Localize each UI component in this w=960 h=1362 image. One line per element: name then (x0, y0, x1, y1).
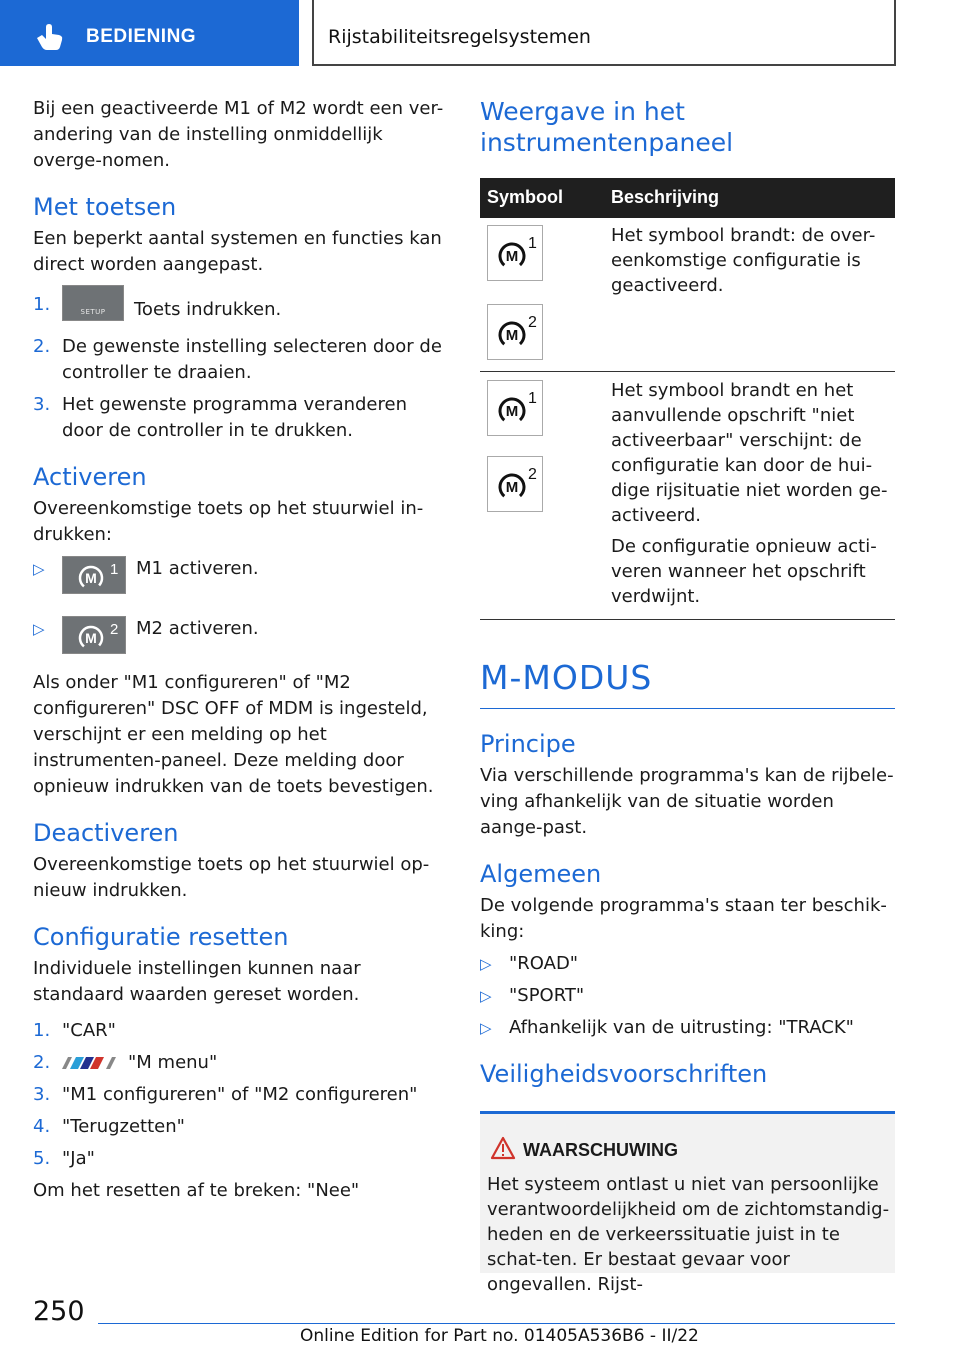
list-item: 3. "M1 configureren" of "M2 configureren" (33, 1084, 418, 1105)
warning-box (480, 1111, 895, 1295)
m2-button-icon (62, 616, 126, 654)
footer-divider (98, 1323, 895, 1324)
svg-text:2: 2 (528, 466, 537, 483)
section-title: BEDIENING (86, 26, 197, 47)
list-item: ▷ Afhankelijk van de uitrusting: "TRACK" (480, 1015, 895, 1041)
list-item: ▷ M 2 M2 activeren. (33, 616, 447, 670)
col-desc-header: Beschrijving (611, 187, 720, 207)
page-number: 250 (33, 1296, 85, 1327)
met-toetsen-text: Een beperkt aantal systemen en functies kan direct worden aangepast. (33, 228, 442, 275)
heading-weergave: Weergave in het instrumentenpaneel (480, 97, 734, 157)
bullet-triangle-icon: ▷ (33, 560, 45, 578)
left-column (33, 96, 447, 1204)
row2-description: Het symbool brandt en het aanvullende opschrift "niet activeerbaar" verschijnt: de configuratie kan door de hui-dige rijsituatie niet worden ge-activeerd. (611, 380, 888, 526)
heading-resetten: Configuratie resetten (33, 923, 289, 951)
activeren-note: Als onder "M1 configureren" of "M2 configureren" DSC OFF of MDM is ingesteld, verschijnt er een melding op het instrumenten-paneel. Deze melding door opnieuw indrukken van de toets bevestigen. (33, 672, 434, 797)
resetten-text: Individuele instellingen kunnen naar standaard waarden gereset worden. (33, 958, 361, 1005)
chapter-header (312, 0, 896, 66)
list-item: 1. SETUP Toets indrukken. (33, 292, 447, 328)
warning-text: Het systeem ontlast u niet van persoonlijke verantwoordelijkheid om de zichtomstandig-heden en de verkeerssituatie juist in te schat-ten. Er bestaat gevaar voor ongevallen. Rijst- (487, 1174, 890, 1295)
heading-activeren: Activeren (33, 463, 147, 491)
heading-m-modus: M-MODUS (480, 658, 895, 709)
svg-text:1: 1 (110, 561, 119, 578)
program-list (480, 951, 895, 1041)
bullet-triangle-icon: ▷ (33, 620, 45, 638)
table-row (480, 372, 895, 620)
svg-text:2: 2 (528, 314, 537, 331)
reset-cancel-text: Om het resetten af te breken: "Nee" (33, 1180, 360, 1201)
algemeen-text: De volgende programma's staan ter beschik-king: (480, 895, 887, 942)
principe-text: Via verschillende programma's kan de rijbele-ving afhankelijk van de situatie worden aange-past. (480, 765, 894, 838)
list-item: 1. "CAR" (33, 1020, 116, 1041)
page-header (0, 0, 960, 66)
m2-symbol-icon (487, 304, 543, 360)
activeren-list (33, 556, 447, 670)
bullet-triangle-icon: ▷ (480, 987, 492, 1005)
svg-text:M: M (85, 630, 97, 646)
symbol-table (480, 178, 895, 620)
reset-steps (33, 1018, 447, 1172)
m2-symbol-icon (487, 456, 543, 512)
row1-description: Het symbool brandt: de over-eenkomstige configuratie is geactiveerd. (611, 225, 876, 296)
right-column (480, 96, 895, 1295)
activeren-text: Overeenkomstige toets op het stuurwiel in-drukken: (33, 498, 424, 545)
deactiveren-text: Overeenkomstige toets op het stuurwiel op-nieuw indrukken. (33, 854, 430, 901)
list-item: ▷ "ROAD" (480, 951, 895, 977)
table-header (480, 178, 895, 218)
m1-symbol-icon (487, 380, 543, 436)
list-item: 2. De gewenste instelling selecteren door de controller te draaien. (33, 336, 442, 383)
svg-text:1: 1 (528, 390, 537, 407)
m1-button-icon (62, 556, 126, 594)
list-item: 5. "Ja" (33, 1148, 95, 1169)
chapter-title: Rijstabiliteitsregelsystemen (328, 26, 591, 48)
list-item: ▷ M 1 M1 activeren. (33, 556, 447, 610)
heading-met-toetsen: Met toetsen (33, 193, 177, 221)
row2-description-extra: De configuratie opnieuw acti-veren wanneer het opschrift verdwijnt. (611, 536, 877, 607)
heading-veiligheid: Veiligheidsvoorschriften (480, 1060, 768, 1088)
svg-text:M: M (505, 248, 519, 265)
svg-text:M: M (505, 403, 519, 420)
warning-triangle-icon (490, 1136, 516, 1160)
section-tab (0, 0, 299, 66)
footer-edition: Online Edition for Part no. 01405A536B6 - II/22 (300, 1326, 699, 1346)
svg-text:M: M (505, 479, 519, 496)
list-item: 2. "M menu" (33, 1052, 218, 1073)
bullet-triangle-icon: ▷ (480, 955, 492, 973)
heading-deactiveren: Deactiveren (33, 819, 179, 847)
list-item: 4. "Terugzetten" (33, 1116, 185, 1137)
m1-symbol-icon (487, 225, 543, 281)
list-item: ▷ "SPORT" (480, 983, 895, 1009)
bullet-triangle-icon: ▷ (480, 1019, 492, 1037)
heading-principe: Principe (480, 730, 576, 758)
svg-text:1: 1 (528, 235, 537, 252)
hand-pointer-icon (34, 24, 64, 50)
heading-algemeen: Algemeen (480, 860, 602, 888)
list-item: 3. Het gewenste programma veranderen door de controller in te drukken. (33, 394, 407, 441)
m-menu-icon (62, 1055, 116, 1071)
table-row (480, 218, 895, 372)
warning-title: WAARSCHUWING (523, 1140, 678, 1160)
svg-text:M: M (85, 570, 97, 586)
col-symbol-header: Symbool (487, 187, 564, 207)
svg-text:2: 2 (110, 621, 119, 638)
setup-steps (33, 292, 447, 444)
setup-button-icon: SETUP (62, 285, 124, 321)
svg-text:M: M (505, 327, 519, 344)
intro-text: Bij een geactiveerde M1 of M2 wordt een ver-andering van de instelling onmiddellijk overge-nomen. (33, 98, 444, 171)
